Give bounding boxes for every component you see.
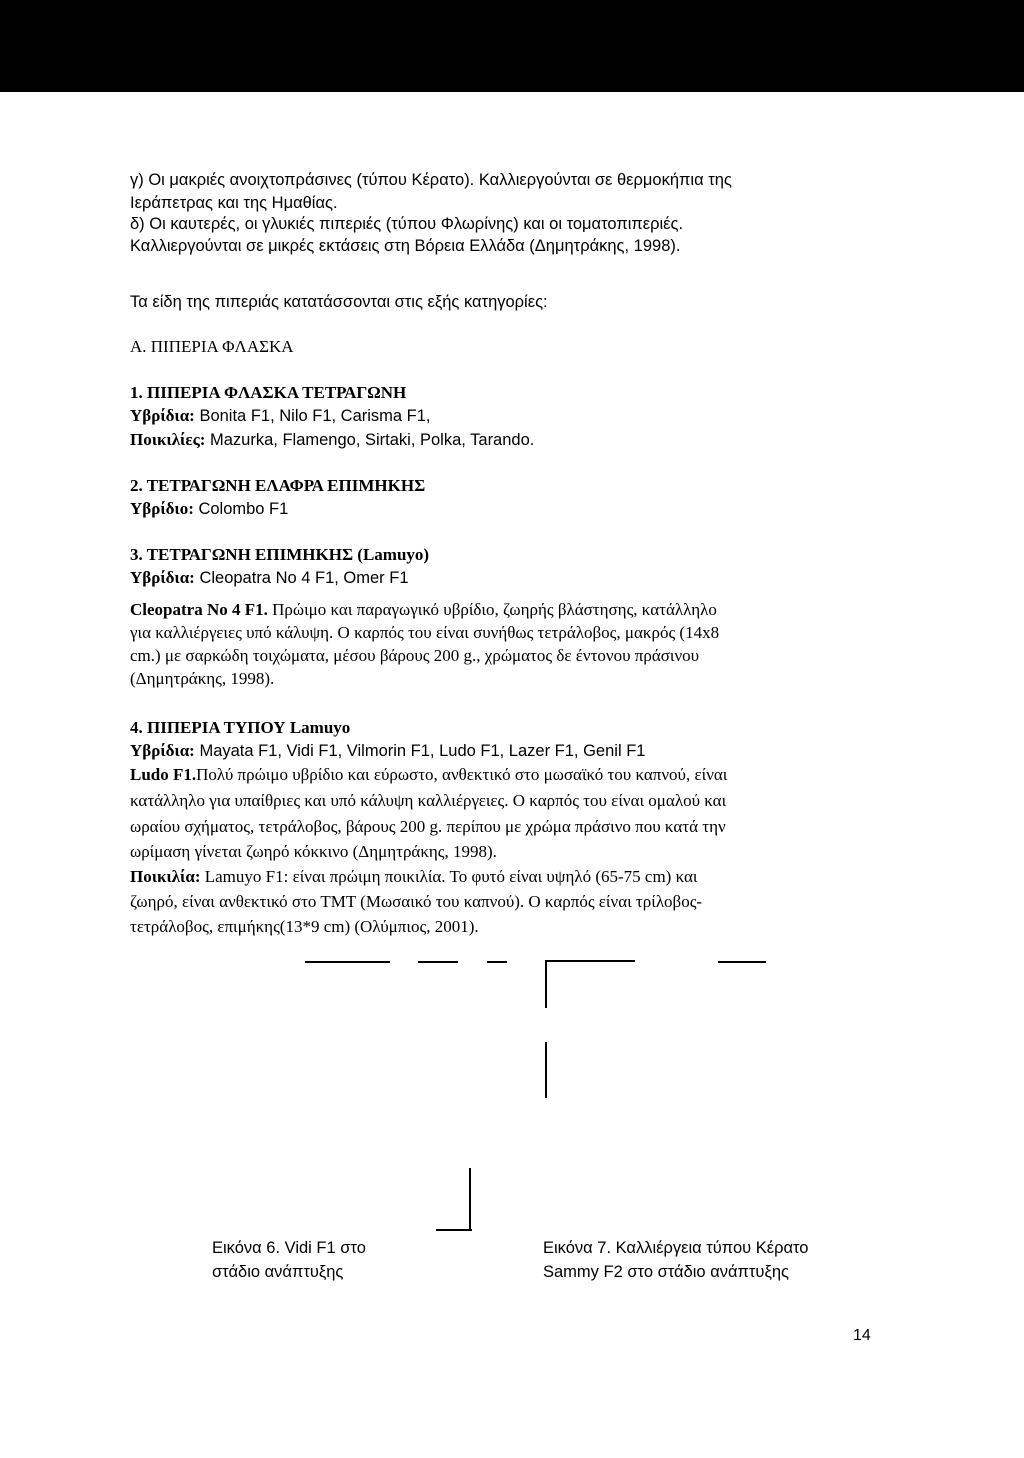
page-number: 14 (853, 1327, 871, 1344)
item1-varieties-label: Ποικιλίες: (130, 430, 206, 449)
item4-ludo-label: Ludo F1. (130, 765, 197, 784)
item3-desc-line-1 (130, 600, 717, 620)
item4-ludo-line-3: ωραίου σχήματος, τετράλοβος, βάρους 200 g. περίπου με χρώμα πράσινο που κατά την (130, 817, 726, 836)
item4-variety-label: Ποικιλία: (130, 867, 201, 886)
figure-rule-3 (487, 961, 507, 963)
item4-variety-text-1: Lamuyo F1: είναι πρώιμη ποικιλία. Το φυτό είναι υψηλό (65-75 cm) και (200, 867, 698, 886)
figure-rule-6 (545, 1042, 547, 1098)
figure6-caption-line-2: στάδιο ανάπτυξης (212, 1263, 344, 1281)
item2-hybrid-value: Colombo F1 (193, 500, 289, 518)
item4-hybrids-label: Υβρίδια: (130, 741, 195, 760)
item3-title: 3. ΤΕΤΡΑΓΩΝΗ ΕΠΙΜΗΚΗΣ (Lamuyo) (130, 545, 430, 564)
item3-hybrids-value: Cleopatra No 4 F1, Omer F1 (194, 569, 409, 587)
figure7-caption-line-2: Sammy F2 στο στάδιο ανάπτυξης (543, 1263, 789, 1281)
item4-hybrids (130, 741, 645, 761)
item1-varieties (130, 430, 534, 450)
figure-rule-1 (305, 961, 390, 963)
item3-desc-line-2: για καλλιέργειες υπό κάλυψη. Ο καρπός του είναι συνήθως τετράλοβος, μακρός (14x8 (130, 623, 720, 642)
figure6-caption-line-1: Εικόνα 6. Vidi F1 στο (212, 1239, 366, 1257)
item1-hybrids-value: Bonita F1, Nilo F1, Carisma F1, (194, 407, 431, 425)
item3-desc-line-4: (Δημητράκης, 1998). (130, 669, 275, 688)
section-a-title: Α. ΠΙΠΕΡΙΑ ΦΛΑΣΚΑ (130, 337, 294, 356)
item4-variety-line-2: ζωηρό, είναι ανθεκτικό στο ΤΜΤ (Μωσαικό του καπνού). Ο καρπός είναι τρίλοβος- (130, 892, 703, 911)
item4-variety-line-3: τετράλοβος, επιμήκης(13*9 cm) (Ολύμπιος, 2001). (130, 917, 479, 936)
figure-rule-7 (718, 961, 766, 963)
item3-desc-label: Cleopatra No 4 F1. (130, 600, 268, 619)
item4-ludo-line-4: ωρίμαση γίνεται ζωηρό κόκκινο (Δημητράκης, 1998). (130, 842, 497, 861)
item4-title: 4. ΠΙΠΕΡΙΑ ΤΥΠΟΥ Lamuyo (130, 718, 351, 737)
item2-hybrid-label: Υβρίδιο: (130, 499, 194, 518)
item3-hybrids-label: Υβρίδια: (130, 568, 195, 587)
item1-hybrids-label: Υβρίδια: (130, 406, 195, 425)
figure-rule-2 (418, 961, 458, 963)
figure-rule-9 (436, 1229, 472, 1231)
item4-hybrids-value: Mayata F1, Vidi F1, Vilmorin F1, Ludo F1, Lazer F1, Genil F1 (194, 742, 646, 760)
categories-line: Τα είδη της πιπεριάς κατατάσσονται στις εξής κατηγορίες: (130, 293, 548, 311)
item1-title: 1. ΠΙΠΕΡΙΑ ΦΛΑΣΚΑ ΤΕΤΡΑΓΩΝΗ (130, 383, 407, 402)
item3-desc-text-1: Πρώιμο και παραγωγικό υβρίδιο, ζωηρής βλάστησης, κατάλληλο (267, 600, 717, 619)
item4-ludo-text-1: Πολύ πρώιμο υβρίδιο και εύρωστο, ανθεκτικό στο μωσαϊκό του καπνού, είναι (196, 765, 728, 784)
item1-varieties-value: Mazurka, Flamengo, Sirtaki, Polka, Tarando. (205, 431, 535, 449)
intro-line-3: δ) Οι καυτερές, οι γλυκιές πιπεριές (τύπου Φλωρίνης) και οι τοματοπιπεριές. (130, 215, 684, 233)
intro-line-2: Ιεράπετρας και της Ημαθίας. (130, 194, 338, 212)
item3-hybrids (130, 568, 409, 588)
item1-hybrids (130, 406, 431, 426)
item4-ludo-line-1 (130, 765, 727, 785)
intro-line-1: γ) Οι μακριές ανοιχτοπράσινες (τύπου Κέρατο). Καλλιεργούνται σε θερμοκήπια της (130, 171, 732, 189)
item2-title: 2. ΤΕΤΡΑΓΩΝΗ ΕΛΑΦΡΑ ΕΠΙΜΗΚΗΣ (130, 476, 426, 495)
item3-desc-line-3: cm.) με σαρκώδη τοιχώματα, μέσου βάρους 200 g., χρώματος δε έντονου πράσινου (130, 646, 700, 665)
intro-line-4: Καλλιεργούνται σε μικρές εκτάσεις στη Βόρεια Ελλάδα (Δημητράκης, 1998). (130, 237, 681, 255)
item4-variety-line-1 (130, 867, 698, 887)
figure-rule-5 (545, 960, 547, 1008)
item2-hybrid (130, 499, 288, 519)
item4-ludo-line-2: κατάλληλο για υπαίθριες και υπό κάλυψη καλλιέργειες. Ο καρπός του είναι ομαλού και (130, 791, 727, 810)
figure-rule-4 (545, 960, 635, 962)
figure-rule-8 (469, 1168, 471, 1230)
figure7-caption-line-1: Εικόνα 7. Καλλιέργεια τύπου Κέρατο (543, 1239, 809, 1257)
